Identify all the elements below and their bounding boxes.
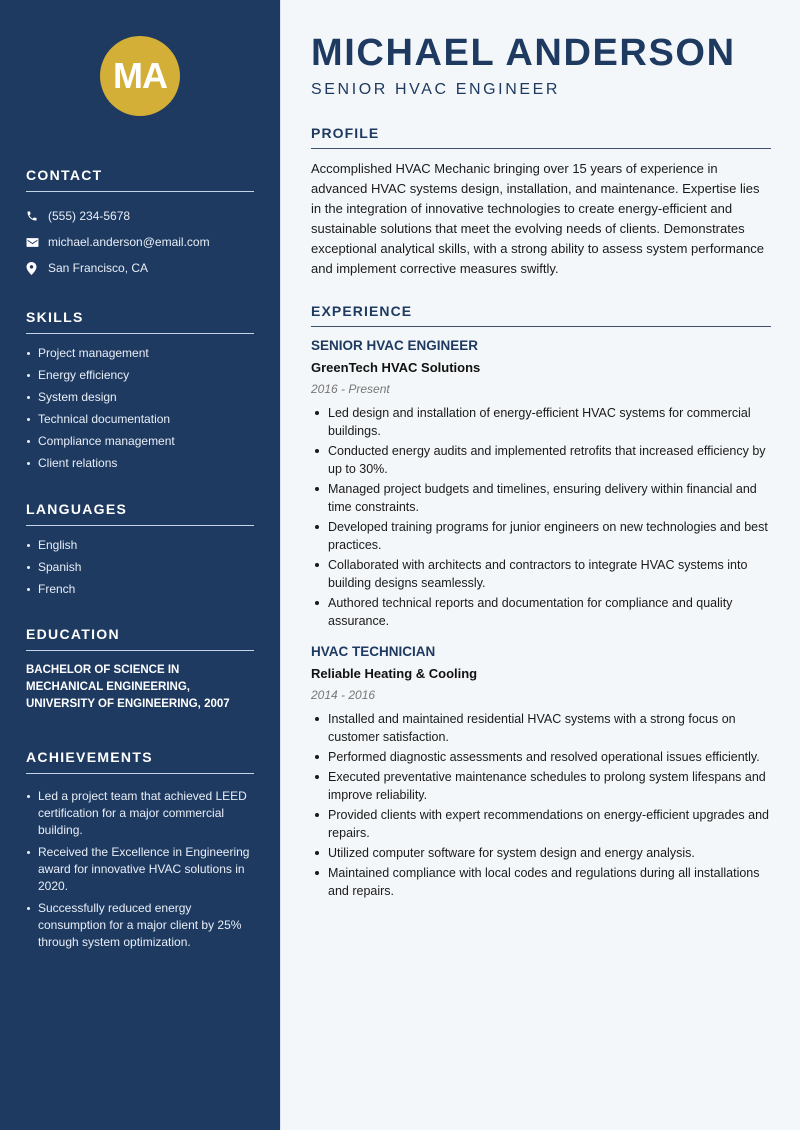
job-entry xyxy=(311,644,771,900)
languages-heading: LANGUAGES xyxy=(26,501,254,526)
location-text: San Francisco, CA xyxy=(48,261,149,275)
candidate-title: SENIOR HVAC ENGINEER xyxy=(311,81,561,98)
job-entry xyxy=(311,338,771,630)
skill-item: Technical documentation xyxy=(26,411,254,428)
education-degree: BACHELOR OF SCIENCE IN MECHANICAL ENGINEERING, UNIVERSITY OF ENGINEERING, 2007 xyxy=(26,664,230,710)
job-bullet: Utilized computer software for system design and energy analysis. xyxy=(311,844,771,862)
education-heading: EDUCATION xyxy=(26,626,254,651)
contact-phone xyxy=(26,203,254,229)
job-responsibilities xyxy=(311,404,771,630)
skill-item: Compliance management xyxy=(26,433,254,450)
skill-item: Energy efficiency xyxy=(26,367,254,384)
avatar-container xyxy=(26,36,254,116)
skill-item: Project management xyxy=(26,345,254,362)
language-item: Spanish xyxy=(26,559,254,576)
job-bullet: Performed diagnostic assessments and resolved operational issues efficiently. xyxy=(311,748,771,766)
candidate-name: MICHAEL ANDERSON xyxy=(311,32,736,74)
education-section xyxy=(26,626,254,713)
job-bullet: Developed training programs for junior engineers on new technologies and best practices. xyxy=(311,518,771,554)
achievements-section xyxy=(26,749,254,951)
language-item: French xyxy=(26,581,254,598)
languages-section xyxy=(26,501,254,598)
sidebar xyxy=(0,0,280,1130)
skill-item: Client relations xyxy=(26,455,254,472)
achievement-item: Successfully reduced energy consumption for a major client by 25% through system optimization. xyxy=(26,900,254,951)
experience-heading: EXPERIENCE xyxy=(311,303,771,327)
phone-text: (555) 234-5678 xyxy=(48,209,131,223)
job-company: GreenTech HVAC Solutions xyxy=(311,360,481,375)
job-bullet: Led design and installation of energy-efficient HVAC systems for commercial buildings. xyxy=(311,404,771,440)
skills-list xyxy=(26,345,254,472)
contact-section xyxy=(26,167,254,281)
job-bullet: Provided clients with expert recommendations on energy-efficient upgrades and repairs. xyxy=(311,806,771,842)
job-dates: 2014 - 2016 xyxy=(311,688,376,702)
location-pin-icon xyxy=(26,262,48,275)
main-content xyxy=(280,0,800,1130)
contact-heading: CONTACT xyxy=(26,167,254,192)
profile-summary: Accomplished HVAC Mechanic bringing over 15 years of experience in advanced HVAC systems design, installation, and maintenance. Expertise lies in the integration of innovative technologies to create energy-efficient and sustainable solutions that meet the evolving needs of clients. Demonstrates exceptional analytical skills, with a strong ability to assess system performance and implement corrective measures swiftly. xyxy=(311,161,765,276)
languages-list xyxy=(26,537,254,598)
achievement-item: Received the Excellence in Engineering award for innovative HVAC solutions in 2020. xyxy=(26,844,254,895)
skill-item: System design xyxy=(26,389,254,406)
phone-icon xyxy=(26,210,48,222)
job-role: HVAC TECHNICIAN xyxy=(311,644,436,659)
job-company: Reliable Heating & Cooling xyxy=(311,666,478,681)
job-responsibilities xyxy=(311,710,771,900)
profile-heading: PROFILE xyxy=(311,125,771,149)
job-role: SENIOR HVAC ENGINEER xyxy=(311,338,479,353)
job-bullet: Collaborated with architects and contractors to integrate HVAC systems into building designs seamlessly. xyxy=(311,556,771,592)
job-bullet: Authored technical reports and documentation for compliance and quality assurance. xyxy=(311,594,771,630)
job-bullet: Executed preventative maintenance schedules to prolong system lifespans and improve reliability. xyxy=(311,768,771,804)
job-dates: 2016 - Present xyxy=(311,382,390,396)
avatar: MA xyxy=(100,36,180,116)
achievements-heading: ACHIEVEMENTS xyxy=(26,749,254,774)
contact-email xyxy=(26,229,254,255)
job-bullet: Managed project budgets and timelines, ensuring delivery within financial and time constraints. xyxy=(311,480,771,516)
achievement-item: Led a project team that achieved LEED certification for a major commercial building. xyxy=(26,788,254,839)
job-bullet: Conducted energy audits and implemented retrofits that increased efficiency by up to 30%. xyxy=(311,442,771,478)
job-bullet: Installed and maintained residential HVAC systems with a strong focus on customer satisfaction. xyxy=(311,710,771,746)
contact-location xyxy=(26,255,254,281)
skills-heading: SKILLS xyxy=(26,309,254,334)
email-text: michael.anderson@email.com xyxy=(48,235,210,249)
job-bullet: Maintained compliance with local codes and regulations during all installations and repairs. xyxy=(311,864,771,900)
achievements-list xyxy=(26,788,254,951)
email-icon xyxy=(26,237,48,248)
language-item: English xyxy=(26,537,254,554)
skills-section xyxy=(26,309,254,472)
